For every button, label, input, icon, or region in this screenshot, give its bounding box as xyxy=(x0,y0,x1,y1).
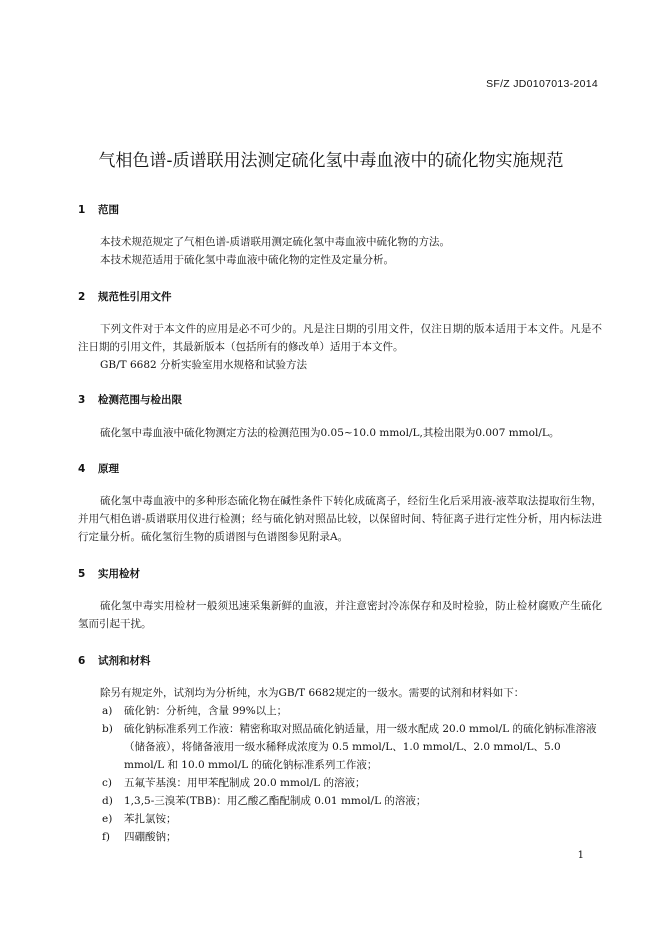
section-6-heading xyxy=(78,653,151,668)
list-marker: e) xyxy=(102,813,113,825)
standard-code: SF/Z JD0107013-2014 xyxy=(486,78,598,90)
section-title: 实用检材 xyxy=(98,568,140,580)
section-title: 原理 xyxy=(98,463,119,475)
section-3-paragraph-1: 硫化氢中毒血液中硫化物测定方法的检测范围为0.05~10.0 mmol/L,其检出限为0.007 mmol/L。 xyxy=(100,427,560,439)
list-item xyxy=(102,828,600,846)
list-item xyxy=(102,774,600,792)
list-text: 四硼酸钠； xyxy=(124,831,177,843)
list-marker: a) xyxy=(102,705,113,717)
list-text: 硫化钠标准系列工作液：精密称取对照品硫化钠适量，用一级水配成 20.0 mmol/L 的硫化钠标准溶液（储备液），将储备液用一级水稀释成浓度为 0.5 mmol/L、1.0 mmol/L、2.0 mmol/L、5.0 mmol/L 和 10.0 mmol/L 的硫化钠标准系列工作液； xyxy=(124,723,597,771)
list-marker: c) xyxy=(102,777,112,789)
section-title: 试剂和材料 xyxy=(98,655,151,667)
section-number: 2 xyxy=(78,291,86,303)
list-text: 1,3,5-三溴苯(TBB)：用乙酸乙酯配制成 0.01 mmol/L 的溶液； xyxy=(124,795,427,807)
section-5-paragraph-1: 硫化氢中毒实用检材一般须迅速采集新鲜的血液，并注意密封冷冻保存和及时检验，防止检材腐败产生硫化氢而引起干扰。 xyxy=(78,600,602,630)
list-marker: f) xyxy=(102,831,110,843)
section-6-paragraph-1: 除另有规定外，试剂均为分析纯，水为GB/T 6682规定的一级水。需要的试剂和材料如下： xyxy=(100,687,525,699)
list-item xyxy=(102,702,600,720)
section-1-heading xyxy=(78,202,119,217)
section-title: 检测范围与检出限 xyxy=(98,394,182,406)
section-number: 5 xyxy=(78,568,86,580)
section-number: 3 xyxy=(78,394,86,406)
page-number: 1 xyxy=(577,850,584,861)
list-text: 五氟苄基溴：用甲苯配制成 20.0 mmol/L 的溶液； xyxy=(124,777,366,789)
section-5-heading xyxy=(78,566,140,581)
document-title: 气相色谱-质谱联用法测定硫化氢中毒血液中的硫化物实施规范 xyxy=(98,151,564,171)
list-item xyxy=(102,810,600,828)
list-marker: d) xyxy=(102,795,113,807)
section-3-heading xyxy=(78,392,182,407)
section-title: 规范性引用文件 xyxy=(98,291,172,303)
section-number: 1 xyxy=(78,204,86,216)
section-number: 4 xyxy=(78,463,86,475)
section-4-paragraph-1: 硫化氢中毒血液中的多种形态硫化物在碱性条件下转化成硫离子，经衍生化后采用液-液萃取法提取衍生物，并用气相色谱-质谱联用仪进行检测；经与硫化钠对照品比较，以保留时间、特征离子进行定性分析，用内标法进行定量分析。硫化氢衍生物的质谱图与色谱图参见附录A。 xyxy=(78,495,602,543)
section-2-heading xyxy=(78,289,172,304)
section-title: 范围 xyxy=(98,204,119,216)
section-1-paragraph-2: 本技术规范适用于硫化氢中毒血液中硫化物的定性及定量分析。 xyxy=(100,254,394,266)
section-1-paragraph-1: 本技术规范规定了气相色谱-质谱联用测定硫化氢中毒血液中硫化物的方法。 xyxy=(100,236,451,248)
list-text: 苯扎氯铵； xyxy=(124,813,177,825)
section-2-reference: GB/T 6682 分析实验室用水规格和试验方法 xyxy=(100,359,308,371)
list-text: 硫化钠：分析纯，含量 99%以上； xyxy=(124,705,288,717)
list-item xyxy=(102,792,600,810)
list-item xyxy=(102,720,600,774)
section-2-paragraph-1: 下列文件对于本文件的应用是必不可少的。凡是注日期的引用文件，仅注日期的版本适用于本文件。凡是不注日期的引用文件，其最新版本（包括所有的修改单）适用于本文件。 xyxy=(78,323,602,353)
list-marker: b) xyxy=(102,723,113,735)
section-4-heading xyxy=(78,461,119,476)
section-number: 6 xyxy=(78,655,86,667)
